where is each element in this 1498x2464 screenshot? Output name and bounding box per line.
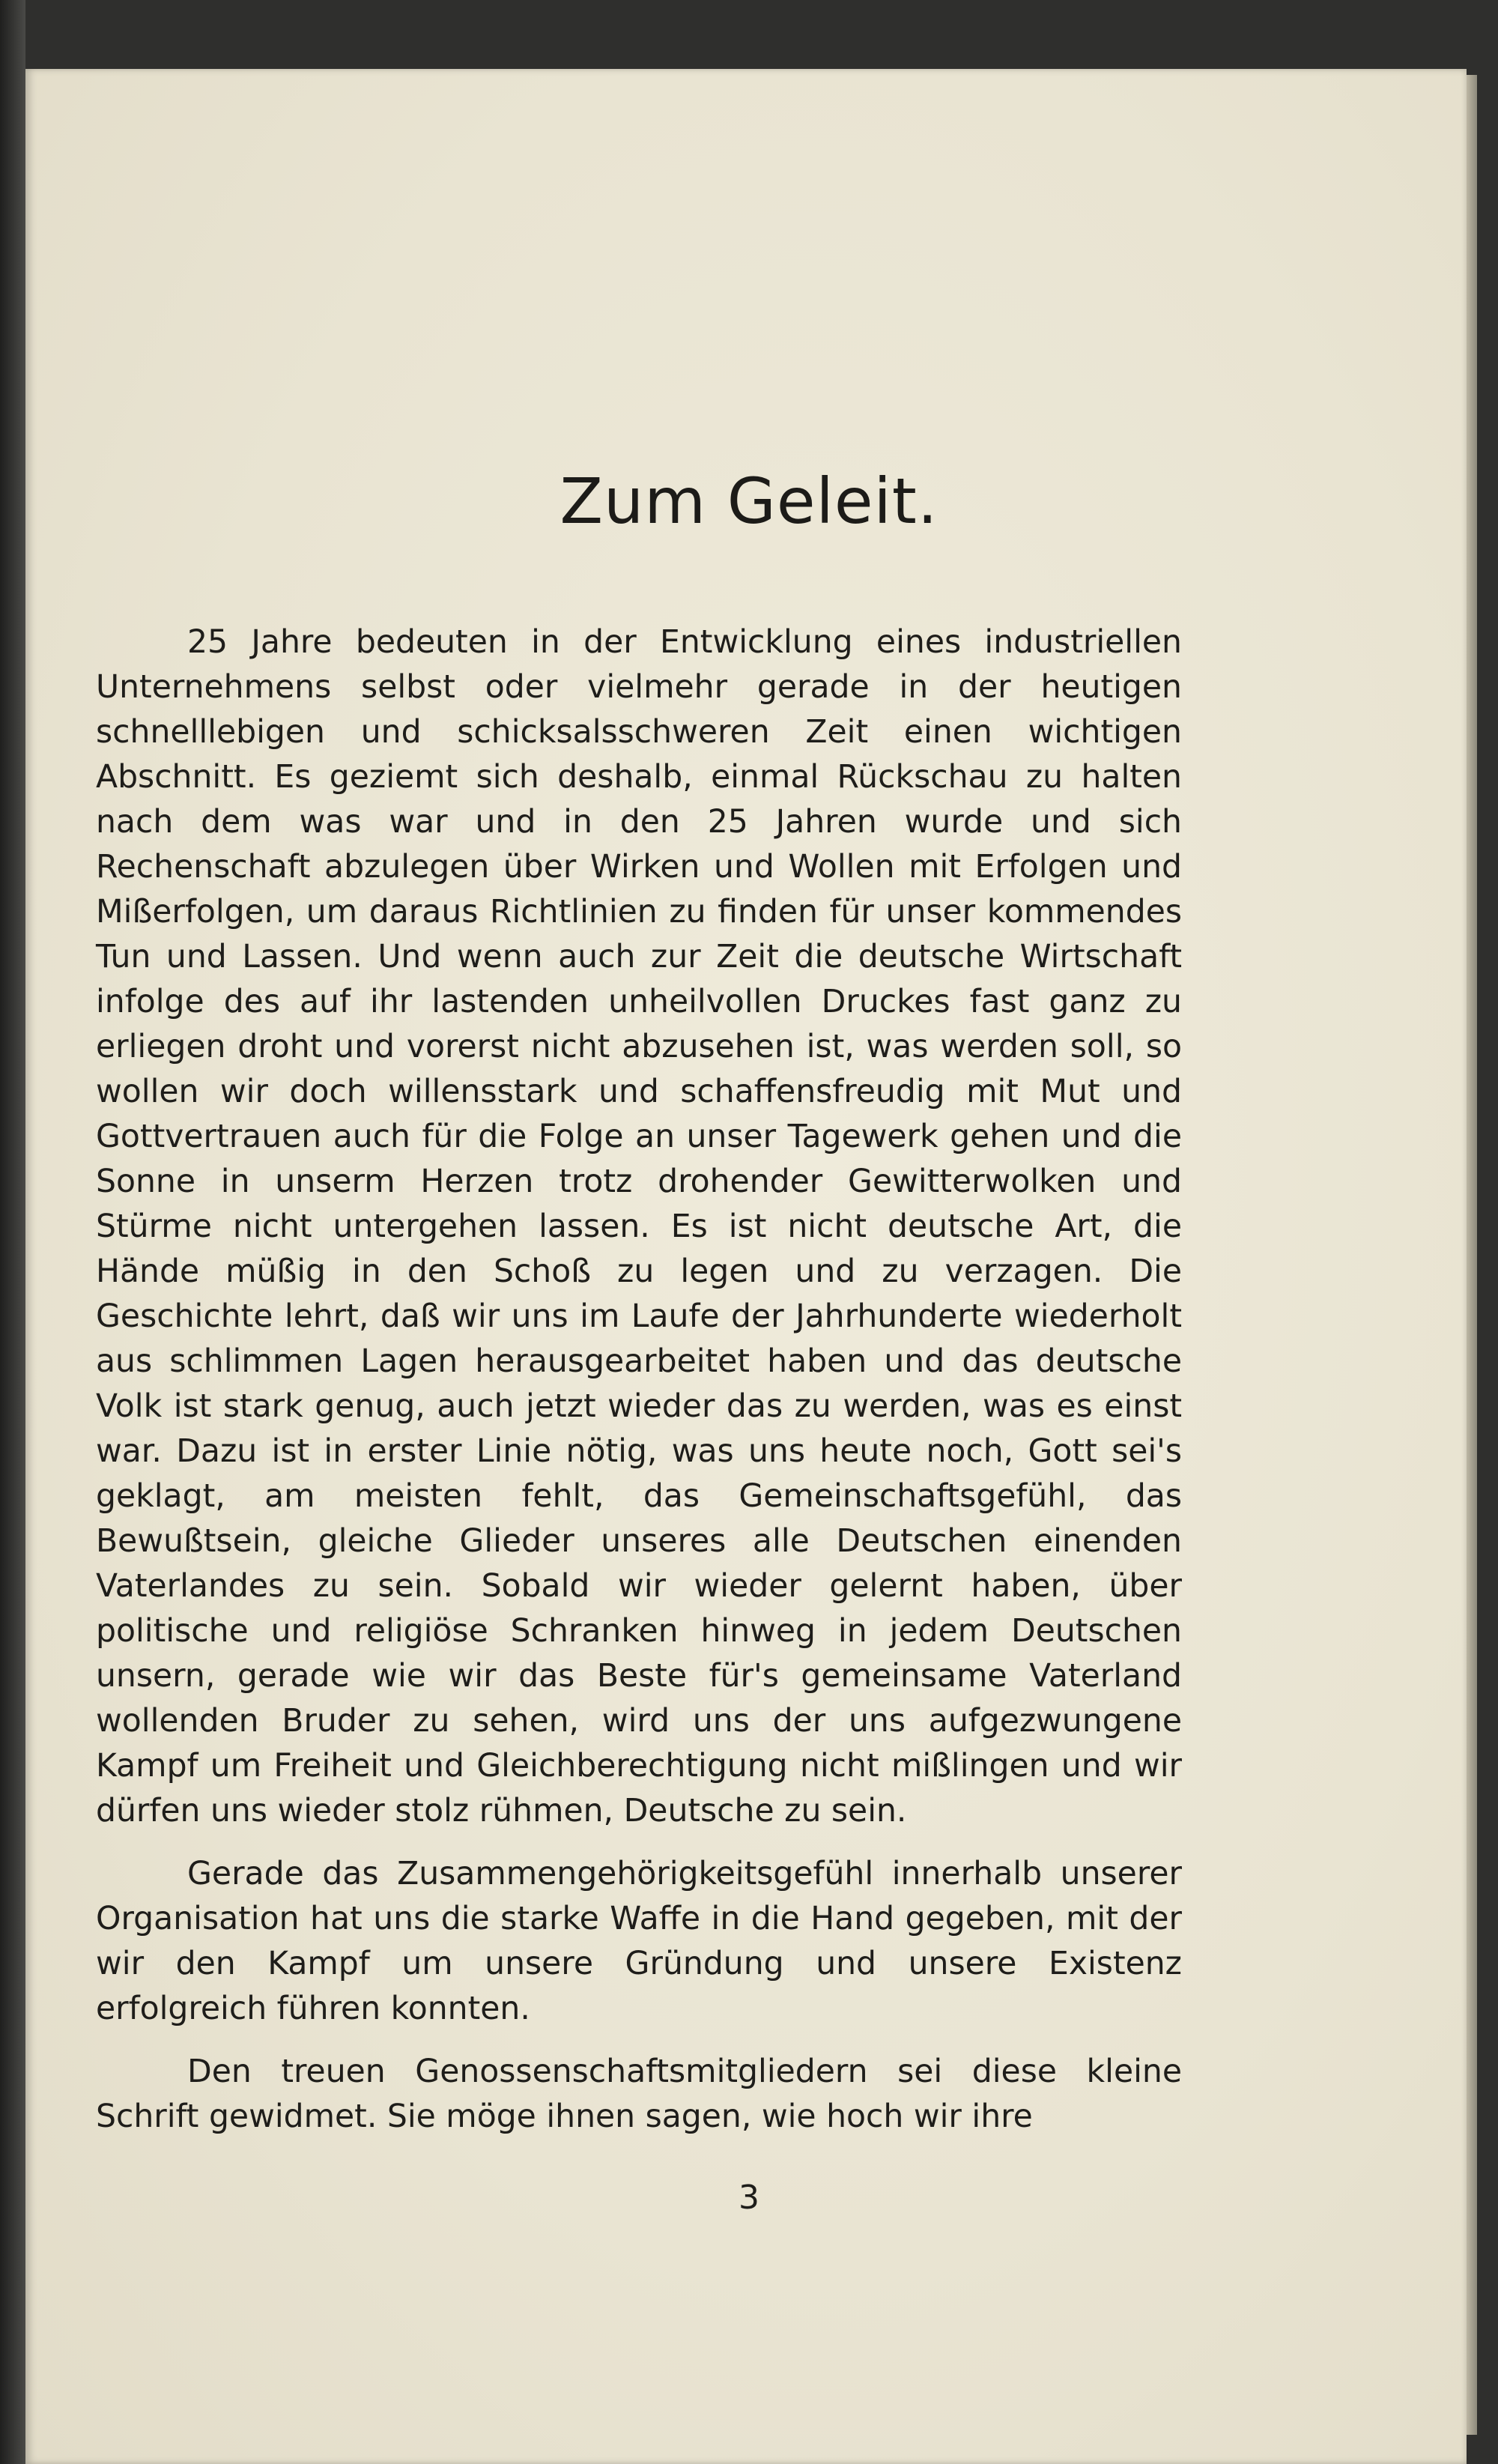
page-number: 3: [739, 2179, 759, 2217]
paragraph-1: 25 Jahre bedeuten in der Entwicklung eines industriellen Unternehmens selbst oder vielmehr gerade in der heutigen schnelllebigen und schicksalsschweren Zeit einen wichtigen Abschnitt. Es geziemt sich deshalb, einmal Rückschau zu halten nach dem was war und in den 25 Jahren wurde und sich Rechenschaft abzulegen über Wirken und Wollen mit Erfolgen und Mißerfolgen, um daraus Richtlinien zu finden für unser kommendes Tun und Lassen. Und wenn auch zur Zeit die deutsche Wirtschaft infolge des auf ihr lastenden unheilvollen Druckes fast ganz zu erliegen droht und vorerst nicht abzusehen ist, was werden soll, so wollen wir doch willensstark und schaffensfreudig mit Mut und Gottvertrauen auch für die Folge an unser Tagewerk gehen und die Sonne in unserm Herzen trotz drohender Gewitterwolken und Stürme nicht untergehen lassen. Es ist nicht deutsche Art, die Hände müßig in den Schoß zu legen und zu verzagen. Die Geschichte lehrt, daß wir uns im Laufe der Jahrhunderte wiederholt aus schlimmen Lagen herausgearbeitet haben und das deutsche Volk ist stark genug, auch jetzt wieder das zu werden, was es einst war. Dazu ist in erster Linie nötig, was uns heute noch, Gott sei's geklagt, am meisten fehlt, das Gemeinschaftsgefühl, das Bewußtsein, gleiche Glieder unseres alle Deutschen einenden Vaterlandes zu sein. Sobald wir wieder gelernt haben, über politische und religiöse Schranken hinweg in jedem Deutschen unsern, gerade wie wir das Beste für's gemeinsame Vaterland wollenden Bruder zu sehen, wird uns der uns aufgezwungene Kampf um Freiheit und Gleichberechtigung nicht mißlingen und wir dürfen uns wieder stolz rühmen, Deutsche zu sein.: [96, 624, 1182, 1829]
page-title: Zum Geleit.: [560, 464, 938, 538]
page-edge: [1467, 75, 1477, 2435]
body-text: [96, 620, 1182, 2158]
paragraph-3: Den treuen Genossenschaftsmitgliedern sei diese kleine Schrift gewidmet. Sie möge ihnen sagen, wie hoch wir ihre: [96, 2053, 1182, 2135]
book-spine: [0, 0, 25, 2464]
paragraph-2: Gerade das Zusammengehörigkeitsgefühl innerhalb unserer Organisation hat uns die starke Waffe in die Hand gegeben, mit der wir den Kampf um unsere Gründung und unsere Existenz erfolgreich führen konnten.: [96, 1856, 1182, 2027]
